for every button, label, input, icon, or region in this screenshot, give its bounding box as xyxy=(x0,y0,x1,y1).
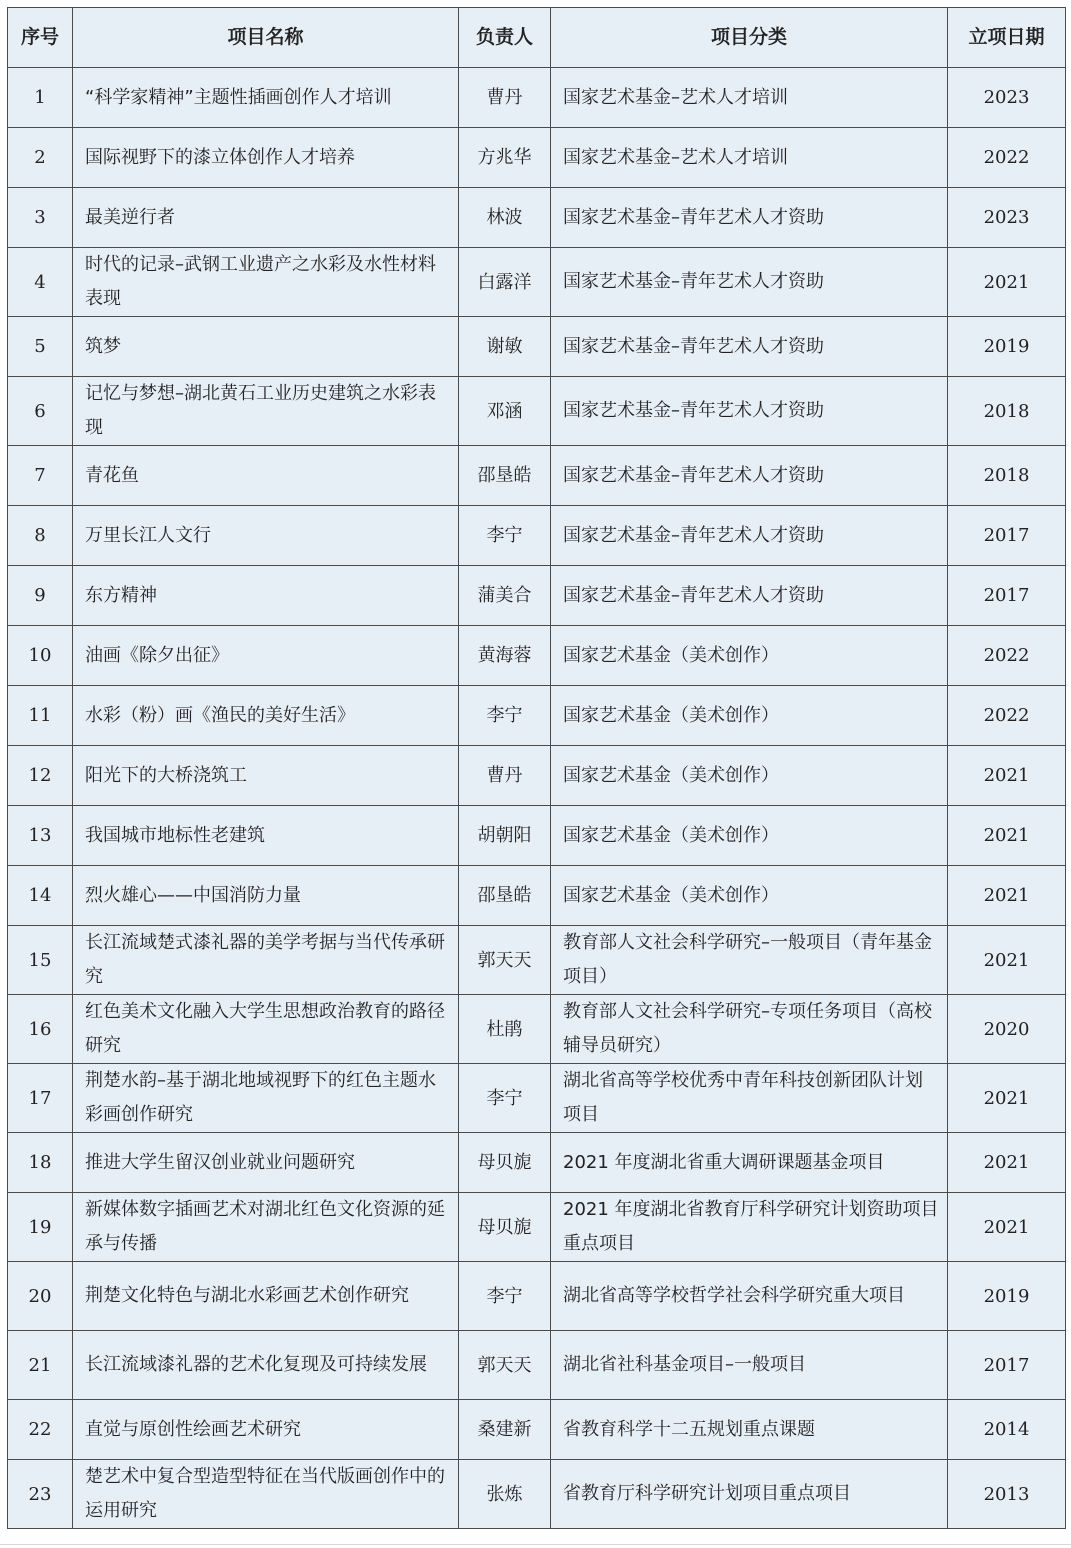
cell-project-name xyxy=(73,446,459,506)
cell-no: 5 xyxy=(8,317,73,377)
cell-approval-date: 2018 xyxy=(948,377,1066,446)
cell-person-in-charge: 林波 xyxy=(459,188,551,248)
cell-no: 22 xyxy=(8,1400,73,1460)
cell-project-name xyxy=(73,1133,459,1193)
cell-project-category xyxy=(551,1193,948,1262)
cell-project-name-text: 楚艺术中复合型造型特征在当代版画创作中的运用研究 xyxy=(85,1466,445,1521)
cell-project-category xyxy=(551,626,948,686)
table-row xyxy=(8,377,1066,446)
cell-no: 21 xyxy=(8,1331,73,1400)
table-row xyxy=(8,566,1066,626)
cell-approval-date: 2020 xyxy=(948,995,1066,1064)
cell-project-name xyxy=(73,1460,459,1529)
cell-person-in-charge: 杜鹃 xyxy=(459,995,551,1064)
cell-person-in-charge: 李宁 xyxy=(459,1064,551,1133)
cell-project-category-text: 国家艺术基金–青年艺术人才资助 xyxy=(563,400,824,421)
cell-person-in-charge: 曹丹 xyxy=(459,746,551,806)
table-row xyxy=(8,317,1066,377)
table-row xyxy=(8,866,1066,926)
cell-project-category-text: 国家艺术基金–青年艺术人才资助 xyxy=(563,271,824,292)
cell-project-category-text: 国家艺术基金–青年艺术人才资助 xyxy=(563,584,824,606)
cell-project-name xyxy=(73,128,459,188)
cell-approval-date: 2019 xyxy=(948,1262,1066,1331)
cell-project-name xyxy=(73,566,459,626)
cell-project-name-text: 东方精神 xyxy=(85,584,157,606)
cell-project-name-text: 时代的记录–武钢工业遗产之水彩及水性材料表现 xyxy=(85,254,436,309)
table-row xyxy=(8,1064,1066,1133)
cell-project-name-text: 长江流域漆礼器的艺术化复现及可持续发展 xyxy=(85,1354,427,1375)
cell-no: 3 xyxy=(8,188,73,248)
project-table xyxy=(7,7,1066,1529)
page-bottom-line xyxy=(0,1544,1071,1545)
table-row xyxy=(8,746,1066,806)
cell-project-category-text: 国家艺术基金（美术创作） xyxy=(563,884,779,906)
cell-project-category xyxy=(551,566,948,626)
cell-project-category-text: 国家艺术基金–青年艺术人才资助 xyxy=(563,206,824,228)
cell-project-name xyxy=(73,506,459,566)
cell-person-in-charge: 谢敏 xyxy=(459,317,551,377)
cell-project-name-text: 油画《除夕出征》 xyxy=(85,644,229,666)
project-table-sheet xyxy=(7,7,1065,1529)
cell-approval-date: 2021 xyxy=(948,866,1066,926)
cell-project-name-text: 直觉与原创性绘画艺术研究 xyxy=(85,1418,301,1440)
cell-person-in-charge: 郭天天 xyxy=(459,1331,551,1400)
cell-project-name xyxy=(73,626,459,686)
table-row xyxy=(8,1193,1066,1262)
cell-no: 9 xyxy=(8,566,73,626)
cell-no: 1 xyxy=(8,68,73,128)
cell-project-category-text: 国家艺术基金（美术创作） xyxy=(563,824,779,846)
cell-approval-date: 2017 xyxy=(948,1331,1066,1400)
cell-project-category-text: 湖北省高等学校哲学社会科学研究重大项目 xyxy=(563,1285,905,1306)
cell-project-name xyxy=(73,317,459,377)
cell-no: 10 xyxy=(8,626,73,686)
table-header-row xyxy=(8,8,1066,68)
cell-person-in-charge: 邵垦皓 xyxy=(459,866,551,926)
table-row xyxy=(8,68,1066,128)
cell-project-name-text: 推进大学生留汉创业就业问题研究 xyxy=(85,1151,355,1173)
cell-project-category-text: 国家艺术基金–青年艺术人才资助 xyxy=(563,524,824,546)
table-row xyxy=(8,1400,1066,1460)
header-person-in-charge: 负责人 xyxy=(459,8,551,68)
cell-project-name xyxy=(73,866,459,926)
cell-project-name xyxy=(73,68,459,128)
table-row xyxy=(8,995,1066,1064)
cell-project-category-text: 教育部人文社会科学研究–专项任务项目（高校辅导员研究） xyxy=(563,1001,932,1056)
cell-no: 8 xyxy=(8,506,73,566)
cell-project-category xyxy=(551,926,948,995)
cell-project-category-text: 国家艺术基金（美术创作） xyxy=(563,704,779,726)
table-row xyxy=(8,128,1066,188)
table-body xyxy=(8,68,1066,1529)
header-project-category: 项目分类 xyxy=(551,8,948,68)
cell-project-name xyxy=(73,1064,459,1133)
cell-project-name xyxy=(73,926,459,995)
cell-person-in-charge: 胡朝阳 xyxy=(459,806,551,866)
cell-project-name xyxy=(73,188,459,248)
cell-approval-date: 2022 xyxy=(948,686,1066,746)
cell-project-name-text: 长江流域楚式漆礼器的美学考据与当代传承研究 xyxy=(85,932,445,987)
cell-project-category-text: 湖北省社科基金项目–一般项目 xyxy=(563,1354,806,1375)
cell-project-category xyxy=(551,1262,948,1331)
cell-project-name-text: 记忆与梦想–湖北黄石工业历史建筑之水彩表现 xyxy=(85,383,436,438)
cell-no: 16 xyxy=(8,995,73,1064)
table-row xyxy=(8,626,1066,686)
cell-approval-date: 2021 xyxy=(948,1193,1066,1262)
cell-project-category xyxy=(551,128,948,188)
cell-project-name xyxy=(73,377,459,446)
cell-person-in-charge: 郭天天 xyxy=(459,926,551,995)
cell-project-name-text: 阳光下的大桥浇筑工 xyxy=(85,764,247,786)
cell-no: 14 xyxy=(8,866,73,926)
cell-approval-date: 2017 xyxy=(948,506,1066,566)
cell-project-category xyxy=(551,995,948,1064)
cell-approval-date: 2022 xyxy=(948,626,1066,686)
cell-project-name-text: 烈火雄心——中国消防力量 xyxy=(85,884,301,906)
cell-person-in-charge: 李宁 xyxy=(459,1262,551,1331)
cell-project-name-text: 国际视野下的漆立体创作人才培养 xyxy=(85,146,355,168)
table-row xyxy=(8,446,1066,506)
cell-project-category-text: 2021 年度湖北省重大调研课题基金项目 xyxy=(563,1151,885,1173)
cell-project-name xyxy=(73,1400,459,1460)
cell-project-category-text: 国家艺术基金–青年艺术人才资助 xyxy=(563,335,824,357)
cell-project-category xyxy=(551,188,948,248)
cell-project-category xyxy=(551,686,948,746)
cell-project-category-text: 省教育科学十二五规划重点课题 xyxy=(563,1418,815,1440)
cell-approval-date: 2013 xyxy=(948,1460,1066,1529)
cell-person-in-charge: 白露洋 xyxy=(459,248,551,317)
cell-approval-date: 2021 xyxy=(948,806,1066,866)
cell-project-name xyxy=(73,686,459,746)
cell-no: 20 xyxy=(8,1262,73,1331)
header-approval-date: 立项日期 xyxy=(948,8,1066,68)
table-row xyxy=(8,188,1066,248)
cell-approval-date: 2017 xyxy=(948,566,1066,626)
cell-project-category xyxy=(551,248,948,317)
header-project-name: 项目名称 xyxy=(73,8,459,68)
cell-project-category xyxy=(551,377,948,446)
cell-project-category xyxy=(551,68,948,128)
cell-person-in-charge: 黄海蓉 xyxy=(459,626,551,686)
cell-no: 17 xyxy=(8,1064,73,1133)
cell-approval-date: 2023 xyxy=(948,68,1066,128)
cell-project-name xyxy=(73,248,459,317)
cell-no: 23 xyxy=(8,1460,73,1529)
cell-project-name xyxy=(73,1262,459,1331)
cell-person-in-charge: 邵垦皓 xyxy=(459,446,551,506)
cell-approval-date: 2023 xyxy=(948,188,1066,248)
cell-person-in-charge: 母贝旎 xyxy=(459,1133,551,1193)
cell-no: 19 xyxy=(8,1193,73,1262)
cell-project-category xyxy=(551,806,948,866)
cell-project-name xyxy=(73,746,459,806)
cell-project-name-text: 新媒体数字插画艺术对湖北红色文化资源的延承与传播 xyxy=(85,1199,445,1254)
cell-project-category-text: 2021 年度湖北省教育厅科学研究计划资助项目重点项目 xyxy=(563,1199,939,1254)
cell-person-in-charge: 桑建新 xyxy=(459,1400,551,1460)
cell-person-in-charge: 母贝旎 xyxy=(459,1193,551,1262)
cell-person-in-charge: 邓涵 xyxy=(459,377,551,446)
cell-project-name-text: 最美逆行者 xyxy=(85,206,175,228)
cell-project-category xyxy=(551,1400,948,1460)
cell-approval-date: 2021 xyxy=(948,1133,1066,1193)
cell-approval-date: 2022 xyxy=(948,128,1066,188)
cell-project-name xyxy=(73,1331,459,1400)
cell-no: 12 xyxy=(8,746,73,806)
cell-person-in-charge: 蒲美合 xyxy=(459,566,551,626)
table-row xyxy=(8,686,1066,746)
cell-project-category xyxy=(551,746,948,806)
cell-no: 13 xyxy=(8,806,73,866)
cell-no: 11 xyxy=(8,686,73,746)
cell-project-category-text: 国家艺术基金（美术创作） xyxy=(563,764,779,786)
cell-no: 4 xyxy=(8,248,73,317)
cell-no: 7 xyxy=(8,446,73,506)
cell-project-name-text: “科学家精神”主题性插画创作人才培训 xyxy=(85,86,392,108)
cell-approval-date: 2021 xyxy=(948,1064,1066,1133)
cell-project-category xyxy=(551,866,948,926)
cell-no: 18 xyxy=(8,1133,73,1193)
cell-project-name-text: 我国城市地标性老建筑 xyxy=(85,824,265,846)
header-no: 序号 xyxy=(8,8,73,68)
table-row xyxy=(8,1331,1066,1400)
cell-project-name-text: 万里长江人文行 xyxy=(85,524,211,546)
cell-project-name xyxy=(73,995,459,1064)
cell-approval-date: 2014 xyxy=(948,1400,1066,1460)
table-row xyxy=(8,1133,1066,1193)
cell-approval-date: 2021 xyxy=(948,926,1066,995)
table-row xyxy=(8,926,1066,995)
cell-person-in-charge: 李宁 xyxy=(459,686,551,746)
cell-approval-date: 2018 xyxy=(948,446,1066,506)
cell-project-category xyxy=(551,506,948,566)
cell-project-name xyxy=(73,806,459,866)
cell-person-in-charge: 曹丹 xyxy=(459,68,551,128)
table-row xyxy=(8,248,1066,317)
cell-no: 15 xyxy=(8,926,73,995)
cell-person-in-charge: 方兆华 xyxy=(459,128,551,188)
cell-project-category-text: 教育部人文社会科学研究–一般项目（青年基金项目） xyxy=(563,932,932,987)
cell-project-category xyxy=(551,1133,948,1193)
cell-project-category-text: 湖北省高等学校优秀中青年科技创新团队计划项目 xyxy=(563,1070,923,1125)
cell-project-name-text: 青花鱼 xyxy=(85,464,139,486)
cell-project-name-text: 筑梦 xyxy=(85,335,121,357)
table-row xyxy=(8,1460,1066,1529)
cell-project-category xyxy=(551,1331,948,1400)
cell-project-category xyxy=(551,1460,948,1529)
table-row xyxy=(8,506,1066,566)
cell-project-category-text: 国家艺术基金–青年艺术人才资助 xyxy=(563,464,824,486)
cell-no: 6 xyxy=(8,377,73,446)
cell-project-name-text: 荆楚水韵–基于湖北地域视野下的红色主题水彩画创作研究 xyxy=(85,1070,436,1125)
table-row xyxy=(8,1262,1066,1331)
table-row xyxy=(8,806,1066,866)
cell-approval-date: 2019 xyxy=(948,317,1066,377)
cell-project-name-text: 荆楚文化特色与湖北水彩画艺术创作研究 xyxy=(85,1285,409,1306)
cell-project-category xyxy=(551,1064,948,1133)
cell-approval-date: 2021 xyxy=(948,746,1066,806)
cell-project-name-text: 红色美术文化融入大学生思想政治教育的路径研究 xyxy=(85,1001,445,1056)
cell-project-category-text: 国家艺术基金–艺术人才培训 xyxy=(563,146,788,168)
cell-project-category xyxy=(551,317,948,377)
cell-project-category-text: 省教育厅科学研究计划项目重点项目 xyxy=(563,1483,851,1504)
cell-project-name xyxy=(73,1193,459,1262)
cell-project-category xyxy=(551,446,948,506)
cell-project-category-text: 国家艺术基金–艺术人才培训 xyxy=(563,86,788,108)
cell-no: 2 xyxy=(8,128,73,188)
cell-project-name-text: 水彩（粉）画《渔民的美好生活》 xyxy=(85,704,355,726)
cell-person-in-charge: 张炼 xyxy=(459,1460,551,1529)
cell-approval-date: 2021 xyxy=(948,248,1066,317)
cell-person-in-charge: 李宁 xyxy=(459,506,551,566)
cell-project-category-text: 国家艺术基金（美术创作） xyxy=(563,644,779,666)
